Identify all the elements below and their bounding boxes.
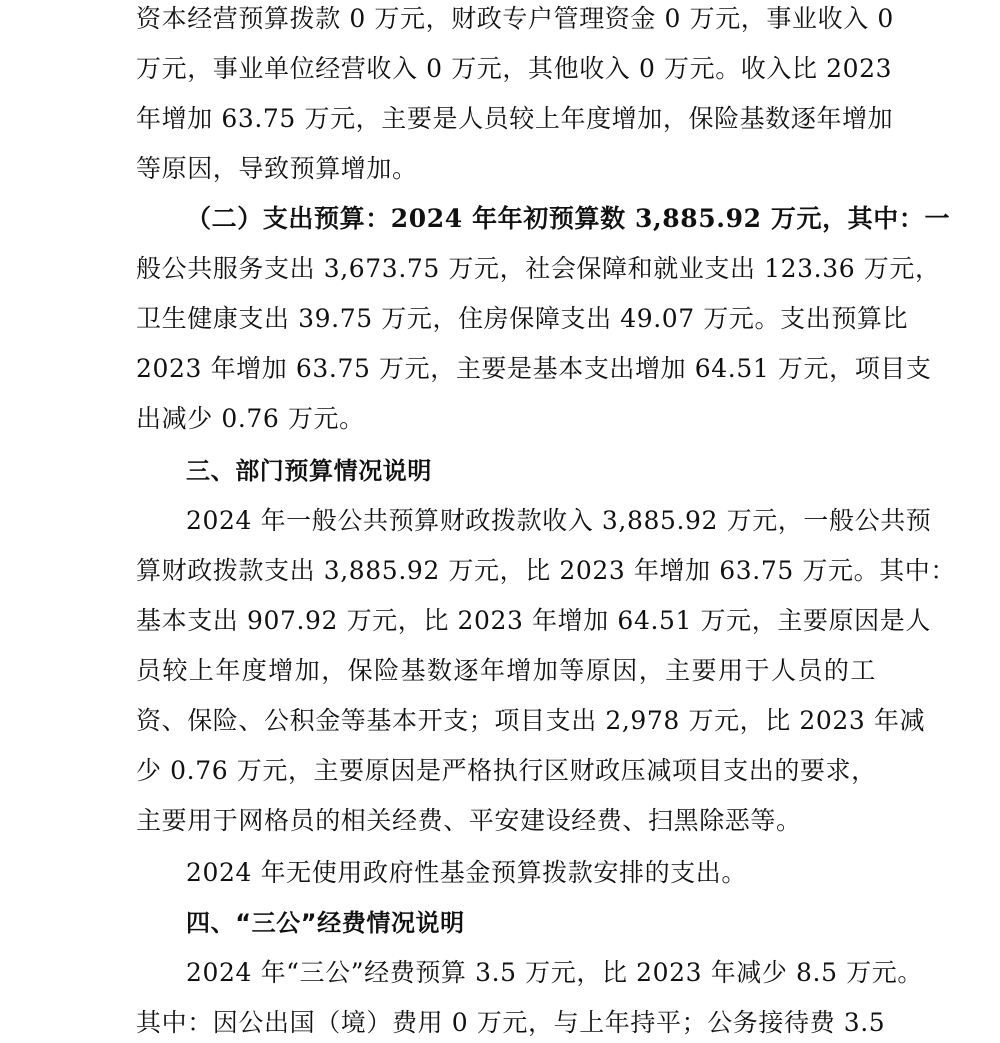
section-heading-three-public-expenses: 四、“三公”经费情况说明: [186, 909, 465, 937]
section-heading-department-budget: 三、部门预算情况说明: [186, 457, 432, 485]
body-text-line: 般公共服务支出 3,673.75 万元，社会保障和就业支出 123.36 万元，: [136, 254, 941, 283]
body-text-line: 少 0.76 万元，主要原因是严格执行区财政压减项目支出的要求，: [136, 756, 877, 785]
body-text-line: 资、保险、公积金等基本开支；项目支出 2,978 万元，比 2023 年减: [136, 706, 926, 735]
body-text-line: 2024 年无使用政府性基金预算拨款安排的支出。: [186, 858, 747, 887]
body-text-line: 算财政拨款支出 3,885.92 万元，比 2023 年增加 63.75 万元。其中：: [136, 556, 957, 585]
body-text-line: 2024 年一般公共预算财政拨款收入 3,885.92 万元，一般公共预: [186, 506, 932, 535]
body-text-line: 等原因，导致预算增加。: [136, 154, 418, 183]
body-text-line: 出减少 0.76 万元。: [136, 404, 365, 433]
body-text-line: 万元，事业单位经营收入 0 万元，其他收入 0 万元。收入比 2023: [136, 54, 893, 83]
body-text-line: 基本支出 907.92 万元，比 2023 年增加 64.51 万元，主要原因是人: [136, 606, 931, 635]
body-text-line: 2024 年“三公”经费预算 3.5 万元，比 2023 年减少 8.5 万元。: [186, 958, 923, 987]
section-expenditure-budget-line: （二）支出预算：2024 年年初预算数 3,885.92 万元，其中：一: [186, 204, 951, 233]
body-text-line: 资本经营预算拨款 0 万元，财政专户管理资金 0 万元，事业收入 0: [136, 4, 894, 33]
body-text-line: 其中：因公出国（境）费用 0 万元，与上年持平；公务接待费 3.5: [136, 1008, 886, 1037]
body-text-line: 卫生健康支出 39.75 万元，住房保障支出 49.07 万元。支出预算比: [136, 304, 909, 333]
body-text-line: 年增加 63.75 万元，主要是人员较上年度增加，保险基数逐年增加: [136, 104, 894, 133]
body-text-line: 主要用于网格员的相关经费、平安建设经费、扫黑除恶等。: [136, 806, 802, 835]
body-text-line: 员较上年度增加，保险基数逐年增加等原因，主要用于人员的工: [136, 656, 876, 685]
body-text-line: 2023 年增加 63.75 万元，主要是基本支出增加 64.51 万元，项目支: [136, 354, 932, 383]
